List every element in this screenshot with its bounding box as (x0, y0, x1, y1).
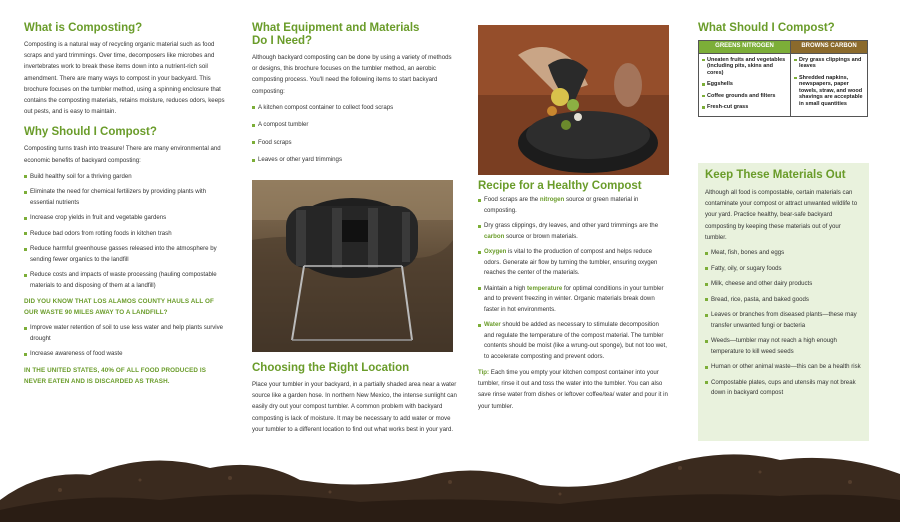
equipment-text: Although backyard composting can be done by using a variety of methods or designs, this brochure focuses on the tumbler method, an aerobic composting process. You'll need the following items to start backyard composting: (252, 54, 452, 95)
list-item: Eliminate the need for chemical fertilizers by providing plants with essential nutrients (24, 187, 229, 208)
equipment-list (252, 103, 454, 166)
list-item: A compost tumbler (252, 120, 454, 131)
recipe-heading: Recipe for a Healthy Compost (478, 180, 642, 192)
temperature-keyword: temperature (527, 284, 563, 292)
list-item: Bread, rice, pasta, and baked goods (705, 295, 862, 306)
list-item: Build healthy soil for a thriving garden (24, 172, 229, 183)
list-item: Improve water retention of soil to use less water and help plants survive drought (24, 323, 229, 344)
list-item: Increase awareness of food waste (24, 349, 229, 360)
keep-out-heading: Keep These Materials Out (705, 169, 846, 181)
list-item: Reduce bad odors from rotting foods in kitchen trash (24, 229, 229, 240)
carbon-keyword: carbon (484, 232, 505, 240)
column-equipment (252, 22, 454, 171)
browns-cell (791, 53, 868, 116)
keep-materials-out-box (698, 163, 869, 441)
location-section (252, 362, 457, 435)
location-text: Place your tumbler in your backyard, in a partially shaded area near a water source like a garden hose. In northern New Mexico, the intense sunlight can easily dry out your compost tumbler. A common problem with backyard composting is lack of moisture. It may be necessary to add water or move your tumbler to a different location to find out what works best in your yard. (252, 381, 457, 433)
equipment-heading: What Equipment and Materials Do I Need? (252, 22, 420, 47)
food-scraps-photo (478, 25, 669, 175)
column-what-to-compost (698, 22, 873, 117)
list-item: Milk, cheese and other dairy products (705, 279, 862, 290)
food-waste-callout: IN THE UNITED STATES, 40% OF ALL FOOD PRODUCED IS NEVER EATEN AND IS DISCARDED AS TRASH. (24, 366, 207, 385)
list-item: Food scraps (252, 138, 454, 149)
tip-label: Tip: (478, 369, 490, 376)
list-item: Fresh-cut grass (702, 104, 787, 111)
list-item: Reduce harmful greenhouse gasses released into the atmosphere by sending fewer organics to the landfill (24, 244, 229, 265)
list-item: Weeds—tumbler may not reach a high enough temperature to kill weed seeds (705, 336, 862, 357)
list-item: Maintain a high temperature for optimal conditions in your tumbler and to prevent freezing in winter. Organic materials break down faster in hot environments. (478, 284, 670, 316)
list-item: Uneaten fruits and vegetables (including pits, skins and cores) (702, 57, 787, 77)
oxygen-keyword: Oxygen (484, 248, 507, 255)
list-item: Leaves or branches from diseased plants—these may transfer unwanted fungi or bacteria (705, 310, 862, 331)
list-item: Increase crop yields in fruit and vegetable gardens (24, 213, 229, 224)
list-item: Oxygen is vital to the production of compost and helps reduce odors. Generate air flow by turning the tumbler, ensuring oxygen reaches the center of the materials. (478, 247, 670, 279)
list-item: Meat, fish, bones and eggs (705, 248, 862, 259)
greens-header: GREENS NITROGEN (699, 41, 791, 54)
list-item: Shredded napkins, newspapers, paper towels, straw, and wood shavings are acceptable in small quantities (794, 75, 864, 108)
keep-out-list (705, 248, 862, 399)
list-item: Coffee grounds and filters (702, 93, 787, 100)
list-item: Dry grass clippings, dry leaves, and other yard trimmings are the carbon source or brown materials. (478, 221, 670, 242)
browns-header: BROWNS CARBON (791, 41, 868, 54)
list-item: Human or other animal waste—this can be a health risk (705, 362, 862, 373)
list-item: Compostable plates, cups and utensils may not break down in backyard compost (705, 378, 862, 399)
greens-browns-table (698, 40, 868, 117)
list-item: Leaves or other yard trimmings (252, 155, 454, 166)
soil-footer-image (0, 430, 900, 522)
water-keyword: Water (484, 321, 501, 328)
list-item: Water should be added as necessary to stimulate decomposition and regulate the temperature of the compost material. The tumbler contents should be moist (like a wrung-out sponge), but not too wet, to accelerate composting and prevent odors. (478, 320, 670, 362)
column-what-why (24, 22, 229, 387)
column-recipe (478, 180, 670, 412)
why-compost-heading: Why Should I Compost? (24, 126, 157, 139)
location-heading: Choosing the Right Location (252, 362, 410, 374)
list-item: A kitchen compost container to collect food scraps (252, 103, 454, 114)
list-item: Eggshells (702, 81, 787, 88)
nitrogen-keyword: nitrogen (539, 196, 565, 203)
what-is-composting-text: Composting is a natural way of recycling organic material such as food scraps and yard trimmings. Over time, decomposers like microbes and invertebrates work to break these items down into a nutrient-rich soil amendment. There are many ways to compost in your backyard. This brochure focuses on the tumbler method, using a spinning enclosure that contains the composting materials, retains moisture, reduces odors, keeps out pests, and is easy to maintain. (24, 41, 225, 116)
list-item: Fatty, oily, or sugary foods (705, 264, 862, 275)
what-is-composting-heading: What is Composting? (24, 22, 143, 34)
landfill-callout: DID YOU KNOW THAT LOS ALAMOS COUNTY HAULS ALL OF OUR WASTE 90 MILES AWAY TO A LANDFILL? (24, 298, 214, 317)
benefits-list (24, 172, 229, 292)
what-to-compost-heading: What Should I Compost? (698, 22, 835, 34)
greens-cell (699, 53, 791, 116)
compost-tumbler-photo (252, 180, 453, 352)
tip-text: Tip: Each time you empty your kitchen compost container into your tumbler, rinse it out and toss the water into the tumbler. You can also save rinse water from dishes or leftover coffee/tea/ water and pour it in your tumbler. (478, 369, 668, 410)
why-compost-text: Composting turns trash into treasure! There are many environmental and economic benefits of backyard composting: (24, 145, 221, 164)
list-item: Food scraps are the nitrogen source or green material in composting. (478, 195, 670, 216)
benefits-list-2 (24, 323, 229, 360)
list-item: Reduce costs and impacts of waste processing (hauling compostable materials to and disposing of them at a landfill) (24, 270, 229, 291)
keep-out-text: Although all food is compostable, certain materials can contaminate your compost or attract unwanted wildlife to your yard. Practice healthy, bear-safe backyard composting by keeping these materials out of your tumbler. (705, 189, 858, 241)
recipe-list (478, 195, 670, 362)
list-item: Dry grass clippings and leaves (794, 57, 864, 70)
